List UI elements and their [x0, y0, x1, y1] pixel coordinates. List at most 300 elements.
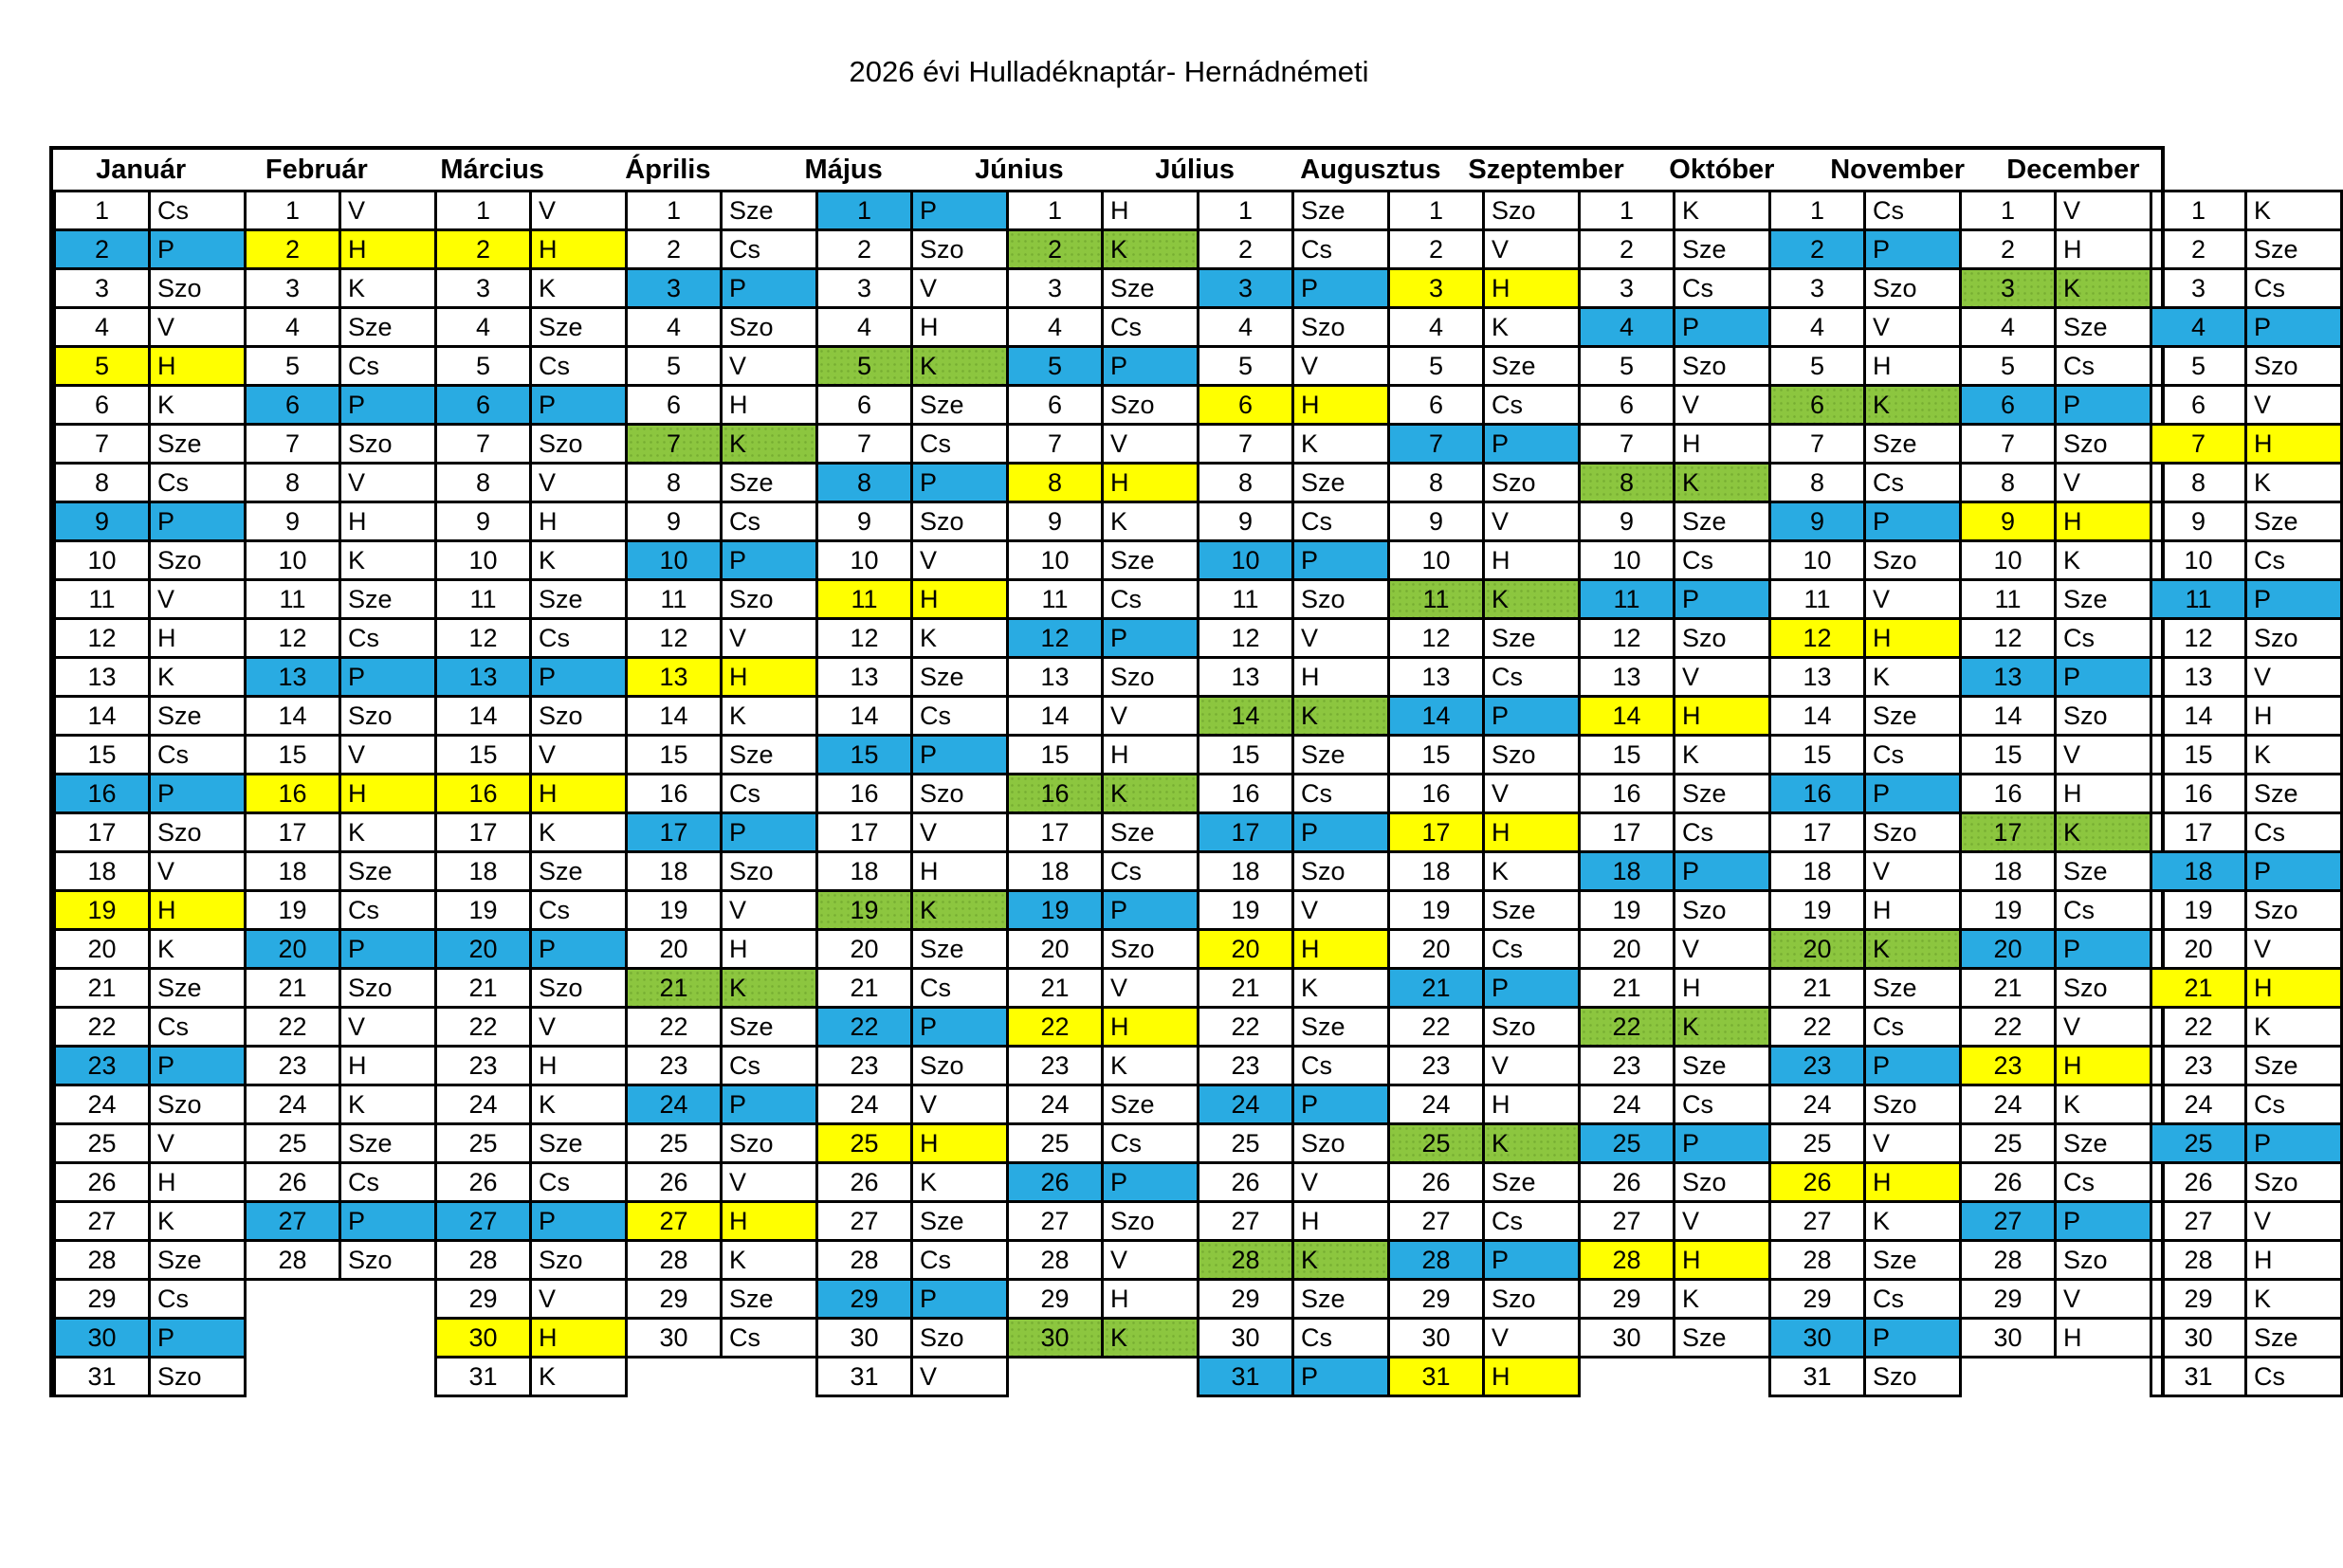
day-row: [55, 697, 246, 736]
day-number-cell: 13: [55, 658, 150, 697]
day-number-cell: 4: [2151, 308, 2246, 347]
day-number-cell: 10: [1580, 541, 1675, 580]
day-number-cell: 27: [1580, 1202, 1675, 1241]
day-number-cell: 17: [1770, 813, 1865, 852]
day-number-cell: 18: [1961, 852, 2056, 891]
day-row: [1199, 541, 1389, 580]
day-number-cell: 8: [1770, 464, 1865, 502]
day-weekday-cell: K: [2056, 541, 2151, 580]
day-row: [817, 386, 1008, 425]
day-weekday-cell: Sze: [722, 464, 817, 502]
day-weekday-cell: H: [1103, 1008, 1199, 1047]
day-row: [1008, 1163, 1199, 1202]
day-weekday-cell: Sze: [1675, 1047, 1770, 1085]
day-number-cell: 13: [1770, 658, 1865, 697]
day-weekday-cell: V: [1865, 1124, 1961, 1163]
day-number-cell: 3: [55, 269, 150, 308]
day-number-cell: 19: [246, 891, 340, 930]
day-number-cell: 16: [55, 775, 150, 813]
day-row: [817, 230, 1008, 269]
calendar-header: [53, 150, 2161, 190]
day-weekday-cell: Sze: [1484, 1163, 1580, 1202]
day-weekday-cell: Szo: [2056, 969, 2151, 1008]
day-number-cell: 21: [1961, 969, 2056, 1008]
day-row: [436, 1280, 627, 1319]
day-row: [55, 1008, 246, 1047]
day-weekday-cell: Sze: [2246, 775, 2342, 813]
day-row: [817, 269, 1008, 308]
day-number-cell: 24: [55, 1085, 150, 1124]
day-number-cell: 28: [55, 1241, 150, 1280]
day-number-cell: 16: [1199, 775, 1293, 813]
day-row: [1389, 697, 1580, 736]
day-number-cell: 8: [2151, 464, 2246, 502]
day-weekday-cell: P: [1103, 619, 1199, 658]
day-weekday-cell: Cs: [1865, 191, 1961, 230]
day-weekday-cell: K: [1103, 1047, 1199, 1085]
day-weekday-cell: P: [1675, 1124, 1770, 1163]
day-weekday-cell: Cs: [1293, 230, 1389, 269]
day-number-cell: 16: [2151, 775, 2246, 813]
day-number-cell: 29: [1008, 1280, 1103, 1319]
month-column-2: [244, 190, 437, 1281]
day-number-cell: 20: [1580, 930, 1675, 969]
day-weekday-cell: K: [2246, 1008, 2342, 1047]
day-weekday-cell: Cs: [1675, 813, 1770, 852]
day-weekday-cell: P: [2056, 386, 2151, 425]
day-number-cell: 2: [55, 230, 150, 269]
day-number-cell: 14: [1580, 697, 1675, 736]
day-number-cell: 2: [817, 230, 912, 269]
day-row: [2151, 813, 2342, 852]
day-weekday-cell: P: [722, 1085, 817, 1124]
day-row: [436, 697, 627, 736]
day-row: [2151, 736, 2342, 775]
day-row: [1199, 580, 1389, 619]
day-weekday-cell: P: [2246, 308, 2342, 347]
day-row: [1389, 1319, 1580, 1358]
day-weekday-cell: K: [2056, 269, 2151, 308]
day-weekday-cell: Szo: [1865, 269, 1961, 308]
day-number-cell: 10: [436, 541, 531, 580]
day-weekday-cell: H: [2246, 425, 2342, 464]
day-weekday-cell: Sze: [1675, 1319, 1770, 1358]
day-row: [2151, 347, 2342, 386]
day-number-cell: 28: [1580, 1241, 1675, 1280]
day-row: [817, 347, 1008, 386]
day-weekday-cell: K: [1675, 1280, 1770, 1319]
day-row: [1389, 1008, 1580, 1047]
day-number-cell: 22: [1770, 1008, 1865, 1047]
day-weekday-cell: H: [531, 230, 627, 269]
day-row: [1770, 1358, 1961, 1396]
day-number-cell: 20: [436, 930, 531, 969]
day-number-cell: 1: [246, 191, 340, 230]
day-row: [817, 775, 1008, 813]
day-row: [2151, 1008, 2342, 1047]
day-number-cell: 22: [436, 1008, 531, 1047]
day-weekday-cell: V: [340, 464, 436, 502]
day-number-cell: 12: [2151, 619, 2246, 658]
day-number-cell: 16: [1389, 775, 1484, 813]
day-weekday-cell: H: [531, 775, 627, 813]
day-number-cell: 21: [1580, 969, 1675, 1008]
day-number-cell: 31: [1770, 1358, 1865, 1396]
day-row: [1580, 464, 1770, 502]
day-weekday-cell: Sze: [1103, 269, 1199, 308]
day-row: [1580, 969, 1770, 1008]
month-column-1: [53, 190, 247, 1397]
day-row: [246, 775, 436, 813]
day-row: [2151, 619, 2342, 658]
day-number-cell: 22: [1961, 1008, 2056, 1047]
day-weekday-cell: K: [1293, 425, 1389, 464]
day-row: [246, 930, 436, 969]
day-row: [1199, 852, 1389, 891]
day-number-cell: 15: [1580, 736, 1675, 775]
day-row: [1199, 697, 1389, 736]
waste-calendar-table: [49, 146, 2298, 1397]
day-number-cell: 1: [1580, 191, 1675, 230]
day-row: [2151, 1047, 2342, 1085]
day-number-cell: 4: [627, 308, 722, 347]
day-number-cell: 22: [55, 1008, 150, 1047]
day-row: [246, 1202, 436, 1241]
day-row: [55, 502, 246, 541]
day-weekday-cell: V: [722, 347, 817, 386]
day-row: [817, 697, 1008, 736]
day-number-cell: 23: [2151, 1047, 2246, 1085]
day-row: [1008, 580, 1199, 619]
day-weekday-cell: Sze: [150, 1241, 246, 1280]
day-number-cell: 22: [1580, 1008, 1675, 1047]
day-weekday-cell: Szo: [1484, 736, 1580, 775]
day-number-cell: 1: [817, 191, 912, 230]
day-number-cell: 21: [1770, 969, 1865, 1008]
day-weekday-cell: P: [2056, 930, 2151, 969]
day-number-cell: 20: [1770, 930, 1865, 969]
day-weekday-cell: P: [340, 930, 436, 969]
day-number-cell: 8: [1961, 464, 2056, 502]
day-number-cell: 7: [1580, 425, 1675, 464]
day-weekday-cell: K: [1865, 1202, 1961, 1241]
day-row: [1770, 269, 1961, 308]
day-weekday-cell: V: [2246, 930, 2342, 969]
day-row: [1008, 191, 1199, 230]
day-weekday-cell: H: [1293, 658, 1389, 697]
day-row: [1580, 619, 1770, 658]
day-row: [246, 736, 436, 775]
day-weekday-cell: Sze: [340, 852, 436, 891]
day-row: [817, 425, 1008, 464]
day-row: [1008, 658, 1199, 697]
day-row: [246, 502, 436, 541]
day-weekday-cell: H: [340, 230, 436, 269]
day-weekday-cell: P: [150, 230, 246, 269]
day-row: [436, 541, 627, 580]
day-number-cell: 4: [246, 308, 340, 347]
day-row: [1008, 541, 1199, 580]
day-weekday-cell: H: [912, 580, 1008, 619]
day-row: [55, 464, 246, 502]
day-number-cell: 3: [1389, 269, 1484, 308]
day-row: [1770, 1047, 1961, 1085]
day-row: [1961, 1085, 2151, 1124]
day-number-cell: 5: [1770, 347, 1865, 386]
day-number-cell: 26: [1199, 1163, 1293, 1202]
day-weekday-cell: K: [1103, 1319, 1199, 1358]
day-weekday-cell: H: [340, 502, 436, 541]
day-number-cell: 26: [246, 1163, 340, 1202]
day-row: [1770, 347, 1961, 386]
day-number-cell: 24: [1008, 1085, 1103, 1124]
day-number-cell: 17: [1961, 813, 2056, 852]
day-number-cell: 15: [817, 736, 912, 775]
day-number-cell: 12: [1199, 619, 1293, 658]
day-number-cell: 11: [2151, 580, 2246, 619]
day-row: [817, 1163, 1008, 1202]
day-weekday-cell: Szo: [912, 230, 1008, 269]
day-weekday-cell: Cs: [1675, 541, 1770, 580]
day-number-cell: 27: [1199, 1202, 1293, 1241]
day-weekday-cell: P: [1103, 347, 1199, 386]
day-number-cell: 31: [55, 1358, 150, 1396]
day-row: [1389, 1163, 1580, 1202]
day-weekday-cell: H: [912, 1124, 1008, 1163]
day-number-cell: 29: [627, 1280, 722, 1319]
day-row: [1770, 619, 1961, 658]
day-row: [1389, 775, 1580, 813]
day-row: [1580, 1163, 1770, 1202]
day-weekday-cell: V: [1865, 308, 1961, 347]
day-number-cell: 25: [1580, 1124, 1675, 1163]
day-row: [1770, 1124, 1961, 1163]
day-row: [1199, 1358, 1389, 1396]
day-number-cell: 19: [1199, 891, 1293, 930]
day-row: [2151, 775, 2342, 813]
day-row: [817, 1124, 1008, 1163]
day-number-cell: 4: [55, 308, 150, 347]
day-row: [55, 191, 246, 230]
day-weekday-cell: Szo: [1865, 1085, 1961, 1124]
day-number-cell: 2: [2151, 230, 2246, 269]
day-weekday-cell: Szo: [340, 1241, 436, 1280]
day-weekday-cell: Szo: [150, 1085, 246, 1124]
day-row: [1580, 502, 1770, 541]
day-number-cell: 5: [436, 347, 531, 386]
day-row: [1961, 308, 2151, 347]
day-weekday-cell: P: [1675, 308, 1770, 347]
day-row: [1580, 1085, 1770, 1124]
day-weekday-cell: Sze: [1293, 464, 1389, 502]
day-weekday-cell: V: [1675, 1202, 1770, 1241]
day-number-cell: 10: [1770, 541, 1865, 580]
day-number-cell: 7: [1008, 425, 1103, 464]
day-number-cell: 16: [1961, 775, 2056, 813]
day-row: [1008, 813, 1199, 852]
day-number-cell: 24: [1580, 1085, 1675, 1124]
day-number-cell: 10: [1199, 541, 1293, 580]
day-number-cell: 11: [1199, 580, 1293, 619]
day-row: [1389, 1085, 1580, 1124]
day-row: [55, 852, 246, 891]
day-number-cell: 1: [2151, 191, 2246, 230]
day-row: [246, 191, 436, 230]
day-weekday-cell: Szo: [1675, 891, 1770, 930]
day-row: [1008, 502, 1199, 541]
day-number-cell: 10: [1008, 541, 1103, 580]
day-row: [627, 308, 817, 347]
day-weekday-cell: H: [150, 1163, 246, 1202]
day-row: [2151, 1202, 2342, 1241]
day-weekday-cell: P: [1484, 425, 1580, 464]
day-row: [1770, 464, 1961, 502]
day-row: [817, 1008, 1008, 1047]
day-row: [55, 1241, 246, 1280]
day-row: [246, 619, 436, 658]
day-weekday-cell: P: [340, 386, 436, 425]
day-number-cell: 23: [1199, 1047, 1293, 1085]
day-number-cell: 18: [246, 852, 340, 891]
day-weekday-cell: Szo: [1675, 1163, 1770, 1202]
day-weekday-cell: P: [1293, 813, 1389, 852]
day-weekday-cell: Szo: [912, 1319, 1008, 1358]
day-row: [1770, 852, 1961, 891]
day-number-cell: 3: [1008, 269, 1103, 308]
day-row: [627, 736, 817, 775]
day-number-cell: 30: [1961, 1319, 2056, 1358]
day-weekday-cell: Szo: [1103, 1202, 1199, 1241]
day-row: [246, 386, 436, 425]
day-weekday-cell: H: [2056, 775, 2151, 813]
day-number-cell: 8: [627, 464, 722, 502]
day-weekday-cell: Cs: [722, 230, 817, 269]
day-weekday-cell: Szo: [2056, 1241, 2151, 1280]
day-number-cell: 5: [1961, 347, 2056, 386]
day-weekday-cell: Cs: [1484, 386, 1580, 425]
day-weekday-cell: Cs: [1293, 1319, 1389, 1358]
day-row: [627, 1047, 817, 1085]
day-row: [436, 1124, 627, 1163]
day-number-cell: 30: [817, 1319, 912, 1358]
day-number-cell: 11: [55, 580, 150, 619]
day-row: [246, 541, 436, 580]
day-row: [55, 1358, 246, 1396]
day-number-cell: 22: [817, 1008, 912, 1047]
day-number-cell: 12: [1008, 619, 1103, 658]
day-row: [436, 1047, 627, 1085]
day-number-cell: 24: [1389, 1085, 1484, 1124]
day-number-cell: 31: [817, 1358, 912, 1396]
day-row: [1961, 852, 2151, 891]
day-weekday-cell: V: [1484, 1047, 1580, 1085]
day-number-cell: 20: [2151, 930, 2246, 969]
day-row: [1580, 386, 1770, 425]
day-weekday-cell: V: [1103, 425, 1199, 464]
day-weekday-cell: H: [340, 1047, 436, 1085]
day-row: [1199, 775, 1389, 813]
day-number-cell: 19: [55, 891, 150, 930]
day-weekday-cell: Sze: [1675, 775, 1770, 813]
day-number-cell: 24: [817, 1085, 912, 1124]
day-number-cell: 5: [627, 347, 722, 386]
day-weekday-cell: Sze: [912, 386, 1008, 425]
day-number-cell: 14: [1389, 697, 1484, 736]
day-row: [627, 191, 817, 230]
day-number-cell: 18: [1580, 852, 1675, 891]
day-number-cell: 5: [55, 347, 150, 386]
day-weekday-cell: Sze: [2246, 1319, 2342, 1358]
day-weekday-cell: Cs: [340, 891, 436, 930]
day-row: [246, 969, 436, 1008]
day-weekday-cell: Cs: [912, 697, 1008, 736]
day-number-cell: 19: [1961, 891, 2056, 930]
day-weekday-cell: V: [1484, 775, 1580, 813]
day-number-cell: 20: [1961, 930, 2056, 969]
day-weekday-cell: Szo: [912, 502, 1008, 541]
day-number-cell: 3: [627, 269, 722, 308]
day-weekday-cell: Sze: [1293, 1008, 1389, 1047]
month-name-7: Július: [1155, 155, 1236, 185]
day-number-cell: 2: [1580, 230, 1675, 269]
day-weekday-cell: P: [1865, 1319, 1961, 1358]
day-weekday-cell: Szo: [531, 969, 627, 1008]
day-number-cell: 26: [1008, 1163, 1103, 1202]
day-row: [1961, 658, 2151, 697]
day-weekday-cell: K: [531, 813, 627, 852]
day-row: [436, 930, 627, 969]
day-number-cell: 7: [627, 425, 722, 464]
day-weekday-cell: Sze: [912, 930, 1008, 969]
day-row: [55, 425, 246, 464]
day-number-cell: 4: [1008, 308, 1103, 347]
day-weekday-cell: V: [1675, 386, 1770, 425]
day-number-cell: 2: [1008, 230, 1103, 269]
day-row: [1770, 425, 1961, 464]
day-row: [1961, 386, 2151, 425]
day-number-cell: 11: [246, 580, 340, 619]
day-row: [55, 736, 246, 775]
day-number-cell: 17: [2151, 813, 2246, 852]
day-weekday-cell: K: [1484, 308, 1580, 347]
day-weekday-cell: V: [2056, 736, 2151, 775]
day-number-cell: 2: [1961, 230, 2056, 269]
day-row: [1961, 464, 2151, 502]
day-row: [2151, 891, 2342, 930]
day-number-cell: 28: [1199, 1241, 1293, 1280]
day-weekday-cell: V: [1675, 930, 1770, 969]
day-row: [627, 813, 817, 852]
day-row: [627, 891, 817, 930]
day-row: [1199, 1047, 1389, 1085]
day-number-cell: 9: [1389, 502, 1484, 541]
day-number-cell: 6: [436, 386, 531, 425]
day-weekday-cell: Sze: [1293, 1280, 1389, 1319]
day-number-cell: 25: [1008, 1124, 1103, 1163]
day-row: [436, 1241, 627, 1280]
day-row: [1389, 230, 1580, 269]
day-row: [1389, 191, 1580, 230]
day-weekday-cell: Szo: [2246, 619, 2342, 658]
day-weekday-cell: Cs: [1484, 658, 1580, 697]
day-number-cell: 28: [1008, 1241, 1103, 1280]
day-weekday-cell: Sze: [340, 580, 436, 619]
day-weekday-cell: V: [531, 1280, 627, 1319]
day-number-cell: 2: [1770, 230, 1865, 269]
day-row: [817, 930, 1008, 969]
day-weekday-cell: P: [912, 1280, 1008, 1319]
day-number-cell: 5: [2151, 347, 2246, 386]
